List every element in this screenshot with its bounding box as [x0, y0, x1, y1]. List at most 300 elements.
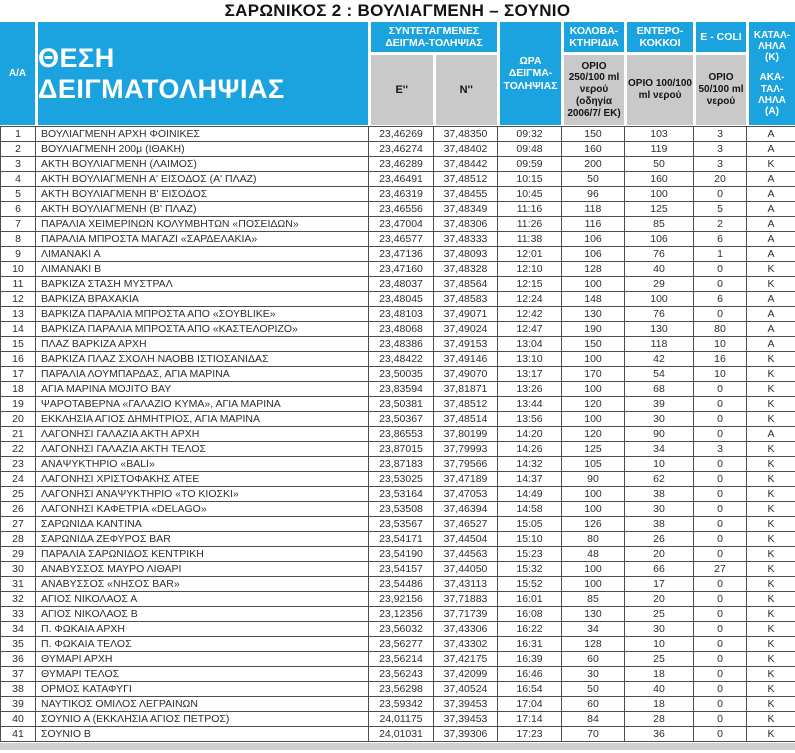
cell-suitability: Κ [747, 442, 795, 457]
table-row [1, 382, 795, 397]
cell-coord-n: 37,44563 [434, 547, 498, 562]
cell-enterococci: 100 [625, 292, 694, 307]
cell-enterococci: 10 [625, 457, 694, 472]
cell-location: ΠΑΡΑΛΙΑ ΧΕΙΜΕΡΙΝΩΝ ΚΟΛΥΜΒΗΤΩΝ «ΠΟΣΕΙΔΩΝ» [36, 217, 369, 232]
cell-enterococci: 76 [625, 247, 694, 262]
table-row [1, 172, 795, 187]
cell-coord-n: 37,44050 [434, 562, 498, 577]
cell-ecoli: 3 [694, 442, 747, 457]
cell-location: ΠΑΡΑΛΙΑ ΜΠΡΟΣΤΑ ΜΑΓΑΖΙ «ΣΑΡΔΕΛΑΚΙΑ» [36, 232, 369, 247]
cell-coord-e: 23,48422 [369, 352, 434, 367]
table-row [1, 577, 795, 592]
table-row [1, 472, 795, 487]
cell-coord-n: 37,42175 [434, 652, 498, 667]
cell-coord-e: 23,59342 [369, 697, 434, 712]
cell-time: 11:16 [498, 202, 562, 217]
table-row [1, 202, 795, 217]
cell-coliform: 80 [562, 532, 625, 547]
cell-coliform: 60 [562, 652, 625, 667]
cell-time: 17:14 [498, 712, 562, 727]
bottom-strip [0, 743, 795, 750]
table-row [1, 367, 795, 382]
cell-time: 12:15 [498, 277, 562, 292]
cell-time: 16:22 [498, 622, 562, 637]
cell-index: 22 [1, 442, 36, 457]
table-row [1, 412, 795, 427]
cell-location: ΣΟΥΝΙΟ Α (ΕΚΚΛΗΣΙΑ ΑΓΙΟΣ ΠΕΤΡΟΣ) [36, 712, 369, 727]
cell-ecoli: 0 [694, 397, 747, 412]
cell-location: ΠΛΑΖ ΒΑΡΚΙΖΑ ΑΡΧΗ [36, 337, 369, 352]
cell-time: 12:01 [498, 247, 562, 262]
cell-coord-n: 37,43302 [434, 637, 498, 652]
cell-time: 11:26 [498, 217, 562, 232]
cell-coliform: 48 [562, 547, 625, 562]
cell-coord-n: 37,44504 [434, 532, 498, 547]
cell-ecoli: 0 [694, 592, 747, 607]
header-enterococci-group [624, 22, 693, 125]
table-row [1, 652, 795, 667]
cell-ecoli: 0 [694, 727, 747, 742]
cell-coord-e: 23,12356 [369, 607, 434, 622]
cell-coliform: 50 [562, 172, 625, 187]
cell-ecoli: 6 [694, 292, 747, 307]
cell-time: 16:54 [498, 682, 562, 697]
cell-coord-n: 37,39453 [434, 712, 498, 727]
cell-coliform: 150 [562, 127, 625, 142]
cell-time: 16:01 [498, 592, 562, 607]
cell-suitability: Α [747, 292, 795, 307]
table-row [1, 712, 795, 727]
header-coord-e: Ε'' [371, 55, 436, 125]
header-ecoli-group [693, 22, 746, 125]
header-enterococci-label: ΕΝΤΕΡΟ-ΚΟΚΚΟΙ [627, 22, 693, 55]
cell-coord-e: 23,56298 [369, 682, 434, 697]
cell-index: 12 [1, 292, 36, 307]
cell-location: ΑΚΤΗ ΒΟΥΛΙΑΓΜΕΝΗ Α' ΕΙΣΟΔΟΣ (Α' ΠΛΑΖ) [36, 172, 369, 187]
cell-coliform: 100 [562, 352, 625, 367]
cell-location: ΘΥΜΑΡΙ ΑΡΧΗ [36, 652, 369, 667]
cell-coliform: 126 [562, 517, 625, 532]
cell-enterococci: 90 [625, 427, 694, 442]
cell-ecoli: 0 [694, 637, 747, 652]
cell-time: 13:04 [498, 337, 562, 352]
cell-coord-n: 37,47053 [434, 487, 498, 502]
cell-coord-n: 37,43306 [434, 622, 498, 637]
cell-suitability: Α [747, 427, 795, 442]
cell-coord-e: 23,46289 [369, 157, 434, 172]
cell-coliform: 128 [562, 637, 625, 652]
table-row [1, 307, 795, 322]
cell-time: 14:49 [498, 487, 562, 502]
cell-coord-n: 37,49153 [434, 337, 498, 352]
cell-time: 12:10 [498, 262, 562, 277]
cell-location: ΑΓΙΟΣ ΝΙΚΟΛΑΟΣ Α [36, 592, 369, 607]
cell-coord-n: 37,49146 [434, 352, 498, 367]
cell-coord-n: 37,49071 [434, 307, 498, 322]
cell-coord-n: 37,48093 [434, 247, 498, 262]
cell-location: ΑΝΑΒΥΣΣΟΣ «ΝΗΣΟΣ BAR» [36, 577, 369, 592]
cell-index: 24 [1, 472, 36, 487]
header-index: Α/Α [0, 22, 35, 125]
cell-suitability: Κ [747, 727, 795, 742]
cell-coliform: 200 [562, 157, 625, 172]
cell-coord-n: 37,48350 [434, 127, 498, 142]
cell-suitability: Κ [747, 487, 795, 502]
cell-coord-n: 37,47189 [434, 472, 498, 487]
table-row [1, 442, 795, 457]
cell-location: ΑΚΤΗ ΒΟΥΛΙΑΓΜΕΝΗ (ΛΑΙΜΟΣ) [36, 157, 369, 172]
cell-coord-n: 37,40524 [434, 682, 498, 697]
cell-location: ΛΙΜΑΝΑΚΙ Β [36, 262, 369, 277]
cell-suitability: Κ [747, 547, 795, 562]
header-ecoli-label: Ε - COLI [696, 22, 746, 55]
cell-coord-n: 37,48306 [434, 217, 498, 232]
cell-coord-e: 23,54157 [369, 562, 434, 577]
cell-location: ΒΑΡΚΙΖΑ ΠΑΡΑΛΙΑ ΜΠΡΟΣΤΑ ΑΠΟ «ΚΑΣΤΕΛΟΡΙΖΟ» [36, 322, 369, 337]
cell-time: 15:05 [498, 517, 562, 532]
cell-index: 8 [1, 232, 36, 247]
cell-coliform: 34 [562, 622, 625, 637]
table-row [1, 247, 795, 262]
cell-coord-e: 23,47004 [369, 217, 434, 232]
cell-ecoli: 20 [694, 172, 747, 187]
table-row [1, 292, 795, 307]
cell-enterococci: 30 [625, 502, 694, 517]
header-coliform-label: ΚΟΛΟΒΑ-ΚΤΗΡΙΔΙΑ [564, 22, 624, 55]
cell-ecoli: 5 [694, 202, 747, 217]
header-suitable-label: ΚΑΤΑΛ-ΛΗΛΑ (Κ) [753, 29, 791, 64]
header-location: ΘΕΣΗ ΔΕΙΓΜΑΤΟΛΗΨΙΑΣ [35, 22, 368, 125]
cell-coord-e: 23,48045 [369, 292, 434, 307]
cell-time: 14:32 [498, 457, 562, 472]
cell-suitability: Κ [747, 352, 795, 367]
cell-coliform: 120 [562, 397, 625, 412]
table-row [1, 262, 795, 277]
cell-coliform: 85 [562, 592, 625, 607]
cell-ecoli: 0 [694, 277, 747, 292]
cell-ecoli: 0 [694, 412, 747, 427]
cell-index: 10 [1, 262, 36, 277]
cell-time: 12:47 [498, 322, 562, 337]
cell-coliform: 148 [562, 292, 625, 307]
cell-coord-e: 23,48068 [369, 322, 434, 337]
cell-index: 15 [1, 337, 36, 352]
cell-coord-e: 23,46319 [369, 187, 434, 202]
cell-ecoli: 0 [694, 427, 747, 442]
cell-coord-e: 24,01175 [369, 712, 434, 727]
cell-ecoli: 0 [694, 502, 747, 517]
table-row [1, 637, 795, 652]
cell-location: ΨΑΡΟΤΑΒΕΡΝΑ «ΓΑΛΑΖΙΟ ΚΥΜΑ», ΑΓΙΑ ΜΑΡΙΝΑ [36, 397, 369, 412]
cell-index: 40 [1, 712, 36, 727]
cell-location: ΛΑΓΟΝΗΣΙ ΓΑΛΑΖΙΑ ΑΚΤΗ ΤΕΛΟΣ [36, 442, 369, 457]
cell-enterococci: 18 [625, 667, 694, 682]
cell-time: 13:10 [498, 352, 562, 367]
cell-enterococci: 118 [625, 337, 694, 352]
cell-coliform: 50 [562, 682, 625, 697]
cell-coliform: 130 [562, 307, 625, 322]
cell-coord-n: 37,71739 [434, 607, 498, 622]
cell-coliform: 30 [562, 667, 625, 682]
cell-location: ΛΑΓΟΝΗΣΙ ΑΝΑΨΥΚΤΗΡΙΟ «ΤΟ ΚΙΟΣΚΙ» [36, 487, 369, 502]
table-row [1, 397, 795, 412]
cell-index: 13 [1, 307, 36, 322]
table-row [1, 667, 795, 682]
cell-location: ΒΟΥΛΙΑΓΜΕΝΗ ΑΡΧΗ ΦΟΙΝΙΚΕΣ [36, 127, 369, 142]
cell-location: ΑΝΑΨΥΚΤΗΡΙΟ «BALI» [36, 457, 369, 472]
cell-suitability: Κ [747, 667, 795, 682]
cell-coord-e: 23,48386 [369, 337, 434, 352]
cell-time: 14:37 [498, 472, 562, 487]
table-row [1, 457, 795, 472]
cell-enterococci: 10 [625, 637, 694, 652]
table-row [1, 142, 795, 157]
cell-suitability: Κ [747, 502, 795, 517]
cell-location: ΣΑΡΩΝΙΔΑ ΖΕΦΥΡΟΣ BAR [36, 532, 369, 547]
cell-suitability: Κ [747, 397, 795, 412]
cell-coliform: 105 [562, 457, 625, 472]
cell-enterococci: 38 [625, 487, 694, 502]
cell-time: 09:59 [498, 157, 562, 172]
cell-coord-e: 23,56277 [369, 637, 434, 652]
cell-location: ΝΑΥΤΙΚΟΣ ΟΜΙΛΟΣ ΛΕΓΡΑΙΝΩΝ [36, 697, 369, 712]
cell-enterococci: 66 [625, 562, 694, 577]
cell-ecoli: 16 [694, 352, 747, 367]
cell-coliform: 116 [562, 217, 625, 232]
header-coliform-group [561, 22, 624, 125]
cell-location: ΑΚΤΗ ΒΟΥΛΙΑΓΜΕΝΗ Β' ΕΙΣΟΔΟΣ [36, 187, 369, 202]
cell-coord-e: 23,47136 [369, 247, 434, 262]
cell-enterococci: 119 [625, 142, 694, 157]
cell-index: 17 [1, 367, 36, 382]
cell-enterococci: 50 [625, 157, 694, 172]
cell-index: 36 [1, 652, 36, 667]
table-row [1, 592, 795, 607]
cell-coord-n: 37,46527 [434, 517, 498, 532]
table-row [1, 337, 795, 352]
cell-enterococci: 20 [625, 547, 694, 562]
cell-enterococci: 34 [625, 442, 694, 457]
cell-coord-e: 23,46274 [369, 142, 434, 157]
header-sampling-time: ΩΡΑ ΔΕΙΓΜΑ-ΤΟΛΗΨΙΑΣ [497, 22, 561, 125]
cell-coord-n: 37,48402 [434, 142, 498, 157]
cell-index: 4 [1, 172, 36, 187]
cell-coliform: 160 [562, 142, 625, 157]
cell-enterococci: 54 [625, 367, 694, 382]
cell-coord-e: 23,53025 [369, 472, 434, 487]
cell-enterococci: 68 [625, 382, 694, 397]
cell-location: ΑΚΤΗ ΒΟΥΛΙΑΓΜΕΝΗ (Β' ΠΛΑΖ) [36, 202, 369, 217]
table-row [1, 517, 795, 532]
cell-coord-n: 37,48349 [434, 202, 498, 217]
cell-coord-e: 23,83594 [369, 382, 434, 397]
cell-coliform: 128 [562, 262, 625, 277]
cell-coliform: 60 [562, 697, 625, 712]
cell-suitability: Κ [747, 607, 795, 622]
cell-coord-n: 37,48512 [434, 172, 498, 187]
cell-suitability: Α [747, 322, 795, 337]
cell-ecoli: 1 [694, 247, 747, 262]
header-ecoli-limit: ΟΡΙΟ 50/100 ml νερού [696, 55, 746, 125]
cell-time: 13:44 [498, 397, 562, 412]
cell-coord-n: 37,81871 [434, 382, 498, 397]
table-row [1, 127, 795, 142]
cell-coliform: 120 [562, 427, 625, 442]
cell-suitability: Κ [747, 652, 795, 667]
cell-time: 15:10 [498, 532, 562, 547]
cell-time: 17:04 [498, 697, 562, 712]
cell-suitability: Κ [747, 412, 795, 427]
cell-time: 12:42 [498, 307, 562, 322]
header-coordinates-label: ΣΥΝΤΕΤΑΓΜΕΝΕΣ ΔΕΙΓΜΑ-ΤΟΛΗΨΙΑΣ [371, 22, 497, 55]
cell-coord-e: 23,46577 [369, 232, 434, 247]
cell-location: ΕΚΚΛΗΣΙΑ ΑΓΙΟΣ ΔΗΜΗΤΡΙΟΣ, ΑΓΙΑ ΜΑΡΙΝΑ [36, 412, 369, 427]
cell-index: 32 [1, 592, 36, 607]
cell-suitability: Κ [747, 517, 795, 532]
cell-ecoli: 0 [694, 622, 747, 637]
table-row [1, 157, 795, 172]
header-coordinates-group [368, 22, 497, 125]
cell-coord-n: 37,48333 [434, 232, 498, 247]
cell-enterococci: 38 [625, 517, 694, 532]
cell-enterococci: 26 [625, 532, 694, 547]
cell-suitability: Α [747, 337, 795, 352]
cell-ecoli: 0 [694, 682, 747, 697]
cell-index: 34 [1, 622, 36, 637]
cell-enterococci: 40 [625, 682, 694, 697]
cell-suitability: Α [747, 187, 795, 202]
title-bar [0, 0, 795, 22]
cell-ecoli: 6 [694, 232, 747, 247]
cell-index: 18 [1, 382, 36, 397]
cell-enterococci: 36 [625, 727, 694, 742]
cell-ecoli: 80 [694, 322, 747, 337]
cell-location: ΑΓΙΑ ΜΑΡΙΝΑ MOJITO BAY [36, 382, 369, 397]
table-row [1, 217, 795, 232]
cell-time: 10:15 [498, 172, 562, 187]
cell-coord-e: 23,46491 [369, 172, 434, 187]
cell-coord-n: 37,80199 [434, 427, 498, 442]
cell-time: 16:39 [498, 652, 562, 667]
cell-index: 19 [1, 397, 36, 412]
table-row [1, 697, 795, 712]
cell-coord-n: 37,48442 [434, 157, 498, 172]
cell-enterococci: 106 [625, 232, 694, 247]
cell-ecoli: 0 [694, 667, 747, 682]
cell-enterococci: 130 [625, 322, 694, 337]
cell-suitability: Κ [747, 367, 795, 382]
cell-suitability: Κ [747, 697, 795, 712]
cell-coliform: 100 [562, 412, 625, 427]
cell-coliform: 70 [562, 727, 625, 742]
cell-coord-e: 23,53508 [369, 502, 434, 517]
cell-enterococci: 17 [625, 577, 694, 592]
cell-index: 39 [1, 697, 36, 712]
cell-coord-e: 23,56243 [369, 667, 434, 682]
cell-enterococci: 20 [625, 592, 694, 607]
cell-index: 31 [1, 577, 36, 592]
cell-index: 23 [1, 457, 36, 472]
cell-location: ΣΟΥΝΙΟ Β [36, 727, 369, 742]
table-row [1, 427, 795, 442]
cell-location: ΛΙΜΑΝΑΚΙ Α [36, 247, 369, 262]
cell-location: ΟΡΜΟΣ ΚΑΤΑΦΥΓΙ [36, 682, 369, 697]
cell-coord-n: 37,79993 [434, 442, 498, 457]
cell-location: ΣΑΡΩΝΙΔΑ ΚΑΝΤΙΝΑ [36, 517, 369, 532]
cell-ecoli: 3 [694, 127, 747, 142]
cell-suitability: Α [747, 142, 795, 157]
cell-index: 20 [1, 412, 36, 427]
cell-enterococci: 40 [625, 262, 694, 277]
cell-coliform: 106 [562, 232, 625, 247]
cell-coord-e: 23,47160 [369, 262, 434, 277]
table-row [1, 727, 795, 742]
header-unsuitable-label: ΑΚΑ-ΤΑΛ-ΛΗΛΑ (Α) [758, 72, 786, 117]
cell-coord-e: 23,50367 [369, 412, 434, 427]
cell-location: ΑΝΑΒΥΣΣΟΣ ΜΑΥΡΟ ΛΙΘΑΡΙ [36, 562, 369, 577]
cell-coliform: 170 [562, 367, 625, 382]
cell-suitability: Κ [747, 562, 795, 577]
cell-index: 33 [1, 607, 36, 622]
cell-coord-n: 37,48514 [434, 412, 498, 427]
table-row [1, 487, 795, 502]
cell-index: 37 [1, 667, 36, 682]
cell-location: Π. ΦΩΚΑΙΑ ΤΕΛΟΣ [36, 637, 369, 652]
cell-coord-n: 37,48512 [434, 397, 498, 412]
cell-time: 13:26 [498, 382, 562, 397]
cell-suitability: Α [747, 172, 795, 187]
table-row [1, 547, 795, 562]
cell-coord-e: 23,92156 [369, 592, 434, 607]
cell-index: 7 [1, 217, 36, 232]
cell-coord-e: 23,46556 [369, 202, 434, 217]
cell-index: 11 [1, 277, 36, 292]
cell-time: 13:17 [498, 367, 562, 382]
cell-enterococci: 30 [625, 412, 694, 427]
cell-suitability: Κ [747, 622, 795, 637]
cell-time: 17:23 [498, 727, 562, 742]
cell-suitability: Α [747, 307, 795, 322]
cell-suitability: Κ [747, 637, 795, 652]
cell-ecoli: 0 [694, 532, 747, 547]
cell-ecoli: 0 [694, 457, 747, 472]
table-row [1, 232, 795, 247]
cell-coord-e: 23,53567 [369, 517, 434, 532]
table-row [1, 532, 795, 547]
page-title: ΣΑΡΩΝΙΚΟΣ 2 : ΒΟΥΛΙΑΓΜΕΝΗ – ΣΟΥΝΙΟ [224, 1, 571, 20]
cell-coliform: 130 [562, 607, 625, 622]
cell-time: 10:45 [498, 187, 562, 202]
cell-enterococci: 100 [625, 187, 694, 202]
cell-coord-e: 23,54486 [369, 577, 434, 592]
cell-coliform: 90 [562, 472, 625, 487]
cell-location: ΛΑΓΟΝΗΣΙ ΚΑΦΕΤΡΙΑ «DELAGO» [36, 502, 369, 517]
cell-coord-n: 37,42099 [434, 667, 498, 682]
cell-enterococci: 125 [625, 202, 694, 217]
cell-time: 16:08 [498, 607, 562, 622]
cell-time: 14:20 [498, 427, 562, 442]
cell-coord-n: 37,48564 [434, 277, 498, 292]
cell-index: 29 [1, 547, 36, 562]
table-row [1, 622, 795, 637]
cell-suitability: Κ [747, 592, 795, 607]
cell-ecoli: 0 [694, 262, 747, 277]
cell-coord-e: 23,48037 [369, 277, 434, 292]
cell-time: 14:26 [498, 442, 562, 457]
cell-ecoli: 0 [694, 607, 747, 622]
table-row [1, 502, 795, 517]
table-row [1, 607, 795, 622]
